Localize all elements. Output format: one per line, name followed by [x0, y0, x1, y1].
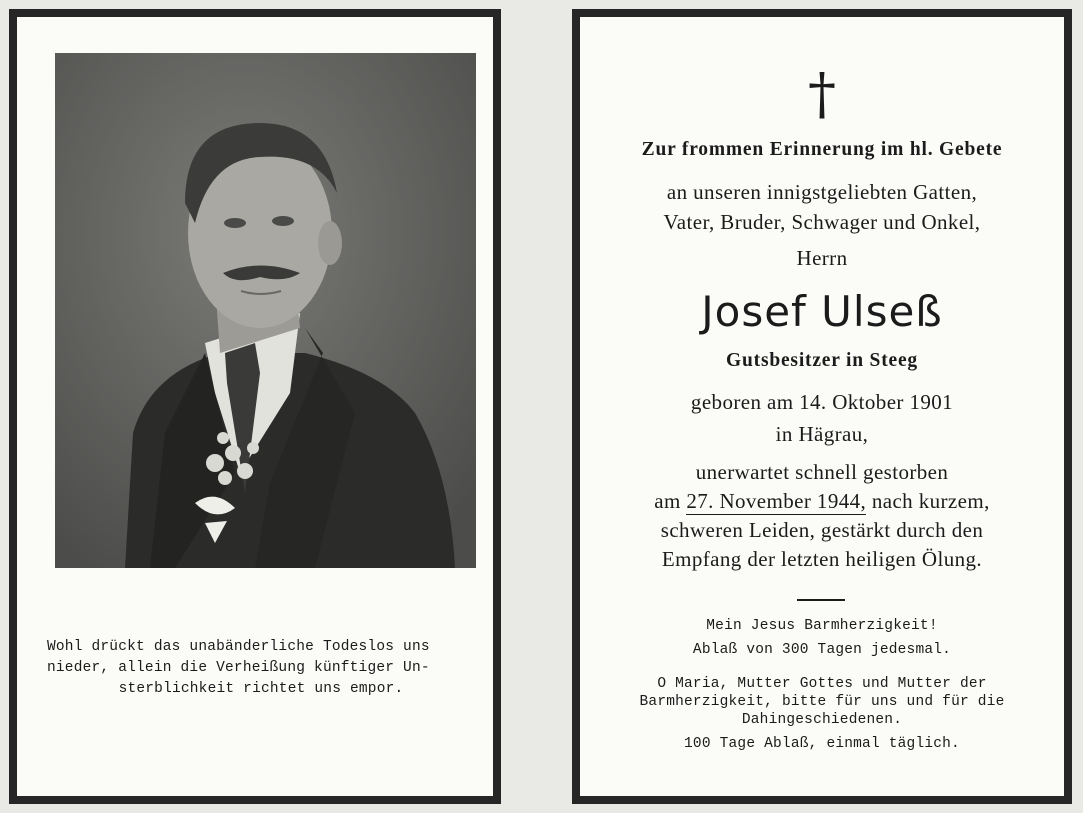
prayer-line: Mein Jesus Barmherzigkeit! — [706, 618, 938, 634]
honorific: Herrn — [796, 246, 848, 270]
death-line: schweren Leiden, gestärkt durch den — [660, 518, 984, 542]
portrait-photo — [55, 53, 476, 568]
occupation: Gutsbesitzer in Steeg — [726, 350, 918, 371]
prayer-line: Barmherzigkeit, bitte für uns und für die — [639, 694, 1005, 710]
left-card-panel — [9, 9, 501, 804]
birth-place: in Hägrau, — [775, 422, 869, 446]
death-suffix: nach kurzem, — [871, 489, 990, 513]
death-line: unerwartet schnell gestorben — [695, 460, 949, 484]
quote-line: nieder, allein die Verheißung künftiger Un- — [47, 660, 430, 676]
memorial-quote — [47, 637, 475, 700]
cross-icon: † — [808, 62, 836, 127]
quote-line: sterblichkeit richtet uns empor. — [118, 681, 404, 697]
right-card-panel — [572, 9, 1072, 804]
prayer-line: Ablaß von 300 Tagen jedesmal. — [692, 642, 952, 658]
death-date-line — [594, 489, 1050, 514]
intro-line: an unseren innigstgeliebten Gatten, — [666, 180, 978, 204]
prayer-line: O Maria, Mutter Gottes und Mutter der — [657, 676, 987, 692]
divider-line — [797, 599, 845, 601]
prayer-line: Dahingeschiedenen. — [741, 712, 903, 728]
birth-line: geboren am 14. Oktober 1901 — [690, 390, 954, 414]
death-line: Empfang der letzten heiligen Ölung. — [661, 547, 983, 571]
portrait-illustration — [55, 53, 476, 568]
indulgence-line: 100 Tage Ablaß, einmal täglich. — [684, 736, 960, 752]
death-prefix: am — [654, 489, 681, 513]
death-date: 27. November 1944, — [686, 489, 867, 513]
heading: Zur frommen Erinnerung im hl. Gebete — [641, 139, 1003, 160]
quote-line: Wohl drückt das unabänderliche Todeslos uns — [47, 639, 430, 655]
intro-line: Vater, Bruder, Schwager und Onkel, — [663, 210, 981, 234]
deceased-name: Josef Ulseß — [701, 287, 943, 336]
